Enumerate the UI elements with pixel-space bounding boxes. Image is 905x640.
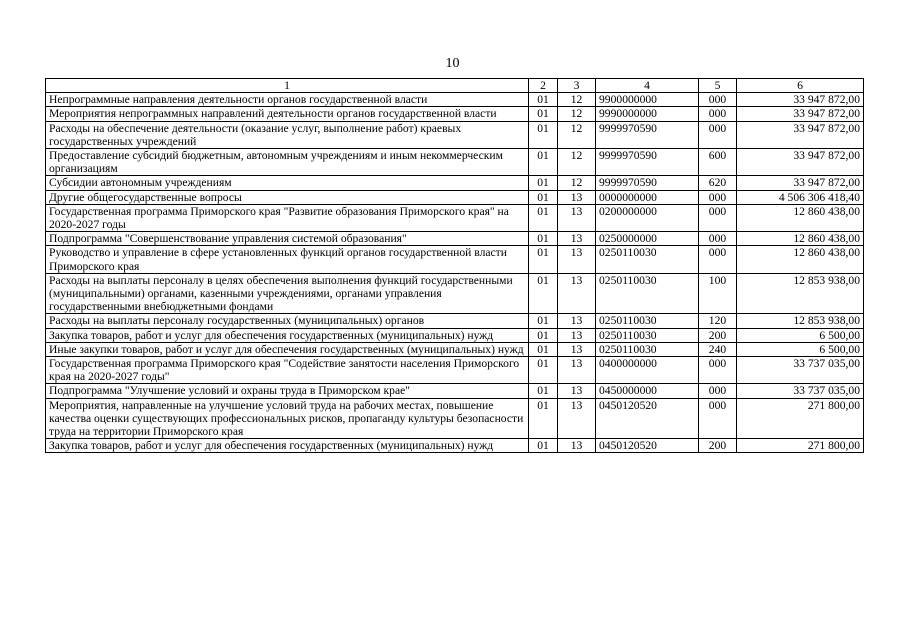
table-row <box>46 384 864 398</box>
page-number: 10 <box>445 56 460 71</box>
row-target-code-cell: 0400000000 <box>596 357 699 384</box>
row-name-cell: Руководство и управление в сфере установленных функций органов государственной власти Приморского края <box>46 246 529 273</box>
row-expense-type-cell: 000 <box>699 93 737 107</box>
row-subsection-cell: 13 <box>558 342 596 356</box>
row-amount-cell: 33 947 872,00 <box>737 121 864 148</box>
table-row <box>46 149 864 176</box>
row-target-code-cell: 0250000000 <box>596 232 699 246</box>
row-name-cell: Расходы на выплаты персоналу в целях обеспечения выполнения функций государственными (муниципальными) органами, казенными учреждениями, органами управления государственными внебюджетными фондами <box>46 273 529 314</box>
row-expense-type-cell: 620 <box>699 176 737 190</box>
row-subsection-cell: 12 <box>558 121 596 148</box>
row-target-code-cell: 9999970590 <box>596 149 699 176</box>
row-expense-type-cell: 240 <box>699 342 737 356</box>
table-row <box>46 204 864 231</box>
row-amount-cell: 12 860 438,00 <box>737 204 864 231</box>
row-name-cell: Мероприятия, направленные на улучшение условий труда на рабочих местах, повышение качества оценки существующих профессиональных рисков, пропаганду культуры безопасности труда на территории Приморского края <box>46 398 529 439</box>
header-cell-section: 2 <box>529 79 558 93</box>
budget-table <box>45 78 864 453</box>
row-section-cell: 01 <box>529 149 558 176</box>
row-target-code-cell: 0200000000 <box>596 204 699 231</box>
row-subsection-cell: 13 <box>558 190 596 204</box>
table-row <box>46 314 864 328</box>
row-amount-cell: 33 947 872,00 <box>737 176 864 190</box>
row-expense-type-cell: 000 <box>699 232 737 246</box>
row-subsection-cell: 13 <box>558 357 596 384</box>
row-subsection-cell: 13 <box>558 328 596 342</box>
row-amount-cell: 6 500,00 <box>737 342 864 356</box>
row-expense-type-cell: 000 <box>699 357 737 384</box>
header-cell-amount: 6 <box>737 79 864 93</box>
row-subsection-cell: 13 <box>558 204 596 231</box>
row-name-cell: Мероприятия непрограммных направлений деятельности органов государственной власти <box>46 107 529 121</box>
row-expense-type-cell: 000 <box>699 246 737 273</box>
row-name-cell: Закупка товаров, работ и услуг для обеспечения государственных (муниципальных) нужд <box>46 328 529 342</box>
row-target-code-cell: 0450120520 <box>596 398 699 439</box>
row-name-cell: Закупка товаров, работ и услуг для обеспечения государственных (муниципальных) нужд <box>46 439 529 453</box>
row-section-cell: 01 <box>529 204 558 231</box>
table-row <box>46 398 864 439</box>
row-section-cell: 01 <box>529 328 558 342</box>
table-row <box>46 328 864 342</box>
row-section-cell: 01 <box>529 107 558 121</box>
row-target-code-cell: 0250110030 <box>596 273 699 314</box>
row-name-cell: Расходы на обеспечение деятельности (оказание услуг, выполнение работ) краевых государственных учреждений <box>46 121 529 148</box>
row-name-cell: Субсидии автономным учреждениям <box>46 176 529 190</box>
row-amount-cell: 33 947 872,00 <box>737 149 864 176</box>
row-amount-cell: 6 500,00 <box>737 328 864 342</box>
row-section-cell: 01 <box>529 273 558 314</box>
row-section-cell: 01 <box>529 384 558 398</box>
row-target-code-cell: 0450000000 <box>596 384 699 398</box>
row-subsection-cell: 13 <box>558 314 596 328</box>
row-section-cell: 01 <box>529 314 558 328</box>
row-name-cell: Государственная программа Приморского края "Содействие занятости населения Приморского края на 2020-2027 годы" <box>46 357 529 384</box>
row-section-cell: 01 <box>529 439 558 453</box>
row-section-cell: 01 <box>529 176 558 190</box>
row-subsection-cell: 13 <box>558 439 596 453</box>
table-row <box>46 190 864 204</box>
header-cell-target-code: 4 <box>596 79 699 93</box>
table-body <box>46 93 864 453</box>
row-amount-cell: 33 947 872,00 <box>737 93 864 107</box>
row-name-cell: Подпрограмма "Улучшение условий и охраны труда в Приморском крае" <box>46 384 529 398</box>
table-row <box>46 93 864 107</box>
row-amount-cell: 12 860 438,00 <box>737 246 864 273</box>
row-name-cell: Предоставление субсидий бюджетным, автономным учреждениям и иным некоммерческим организациям <box>46 149 529 176</box>
row-amount-cell: 12 853 938,00 <box>737 273 864 314</box>
row-amount-cell: 12 853 938,00 <box>737 314 864 328</box>
row-subsection-cell: 13 <box>558 246 596 273</box>
row-expense-type-cell: 600 <box>699 149 737 176</box>
row-target-code-cell: 0450120520 <box>596 439 699 453</box>
table-row <box>46 232 864 246</box>
row-expense-type-cell: 120 <box>699 314 737 328</box>
table-row <box>46 273 864 314</box>
row-subsection-cell: 13 <box>558 384 596 398</box>
row-subsection-cell: 13 <box>558 398 596 439</box>
row-amount-cell: 271 800,00 <box>737 439 864 453</box>
row-target-code-cell: 0000000000 <box>596 190 699 204</box>
header-cell-name: 1 <box>46 79 529 93</box>
row-section-cell: 01 <box>529 232 558 246</box>
header-cell-subsection: 3 <box>558 79 596 93</box>
row-target-code-cell: 0250110030 <box>596 314 699 328</box>
row-section-cell: 01 <box>529 93 558 107</box>
table-row <box>46 342 864 356</box>
row-amount-cell: 33 737 035,00 <box>737 384 864 398</box>
table-row <box>46 357 864 384</box>
row-target-code-cell: 9990000000 <box>596 107 699 121</box>
table-row <box>46 176 864 190</box>
row-expense-type-cell: 000 <box>699 398 737 439</box>
row-expense-type-cell: 200 <box>699 439 737 453</box>
row-subsection-cell: 13 <box>558 232 596 246</box>
row-expense-type-cell: 000 <box>699 190 737 204</box>
row-amount-cell: 33 737 035,00 <box>737 357 864 384</box>
table-row <box>46 121 864 148</box>
row-name-cell: Подпрограмма "Совершенствование управления системой образования" <box>46 232 529 246</box>
row-subsection-cell: 12 <box>558 93 596 107</box>
table-row <box>46 107 864 121</box>
row-amount-cell: 271 800,00 <box>737 398 864 439</box>
row-section-cell: 01 <box>529 190 558 204</box>
row-target-code-cell: 9900000000 <box>596 93 699 107</box>
row-expense-type-cell: 000 <box>699 384 737 398</box>
row-section-cell: 01 <box>529 342 558 356</box>
table-row <box>46 439 864 453</box>
table-row <box>46 246 864 273</box>
row-expense-type-cell: 000 <box>699 121 737 148</box>
row-expense-type-cell: 000 <box>699 204 737 231</box>
row-target-code-cell: 0250110030 <box>596 246 699 273</box>
row-target-code-cell: 9999970590 <box>596 176 699 190</box>
row-name-cell: Другие общегосударственные вопросы <box>46 190 529 204</box>
row-subsection-cell: 12 <box>558 149 596 176</box>
row-subsection-cell: 12 <box>558 107 596 121</box>
table-header-row <box>46 79 864 93</box>
row-section-cell: 01 <box>529 357 558 384</box>
row-name-cell: Непрограммные направления деятельности органов государственной власти <box>46 93 529 107</box>
row-amount-cell: 4 506 306 418,40 <box>737 190 864 204</box>
row-amount-cell: 12 860 438,00 <box>737 232 864 246</box>
row-section-cell: 01 <box>529 246 558 273</box>
row-expense-type-cell: 200 <box>699 328 737 342</box>
row-name-cell: Государственная программа Приморского края "Развитие образования Приморского края" на 2020-2027 годы <box>46 204 529 231</box>
row-amount-cell: 33 947 872,00 <box>737 107 864 121</box>
row-section-cell: 01 <box>529 398 558 439</box>
row-name-cell: Иные закупки товаров, работ и услуг для обеспечения государственных (муниципальных) нужд <box>46 342 529 356</box>
row-expense-type-cell: 100 <box>699 273 737 314</box>
header-cell-expense-type: 5 <box>699 79 737 93</box>
row-target-code-cell: 9999970590 <box>596 121 699 148</box>
row-subsection-cell: 13 <box>558 273 596 314</box>
row-name-cell: Расходы на выплаты персоналу государственных (муниципальных) органов <box>46 314 529 328</box>
row-expense-type-cell: 000 <box>699 107 737 121</box>
row-target-code-cell: 0250110030 <box>596 342 699 356</box>
row-target-code-cell: 0250110030 <box>596 328 699 342</box>
row-subsection-cell: 12 <box>558 176 596 190</box>
row-section-cell: 01 <box>529 121 558 148</box>
